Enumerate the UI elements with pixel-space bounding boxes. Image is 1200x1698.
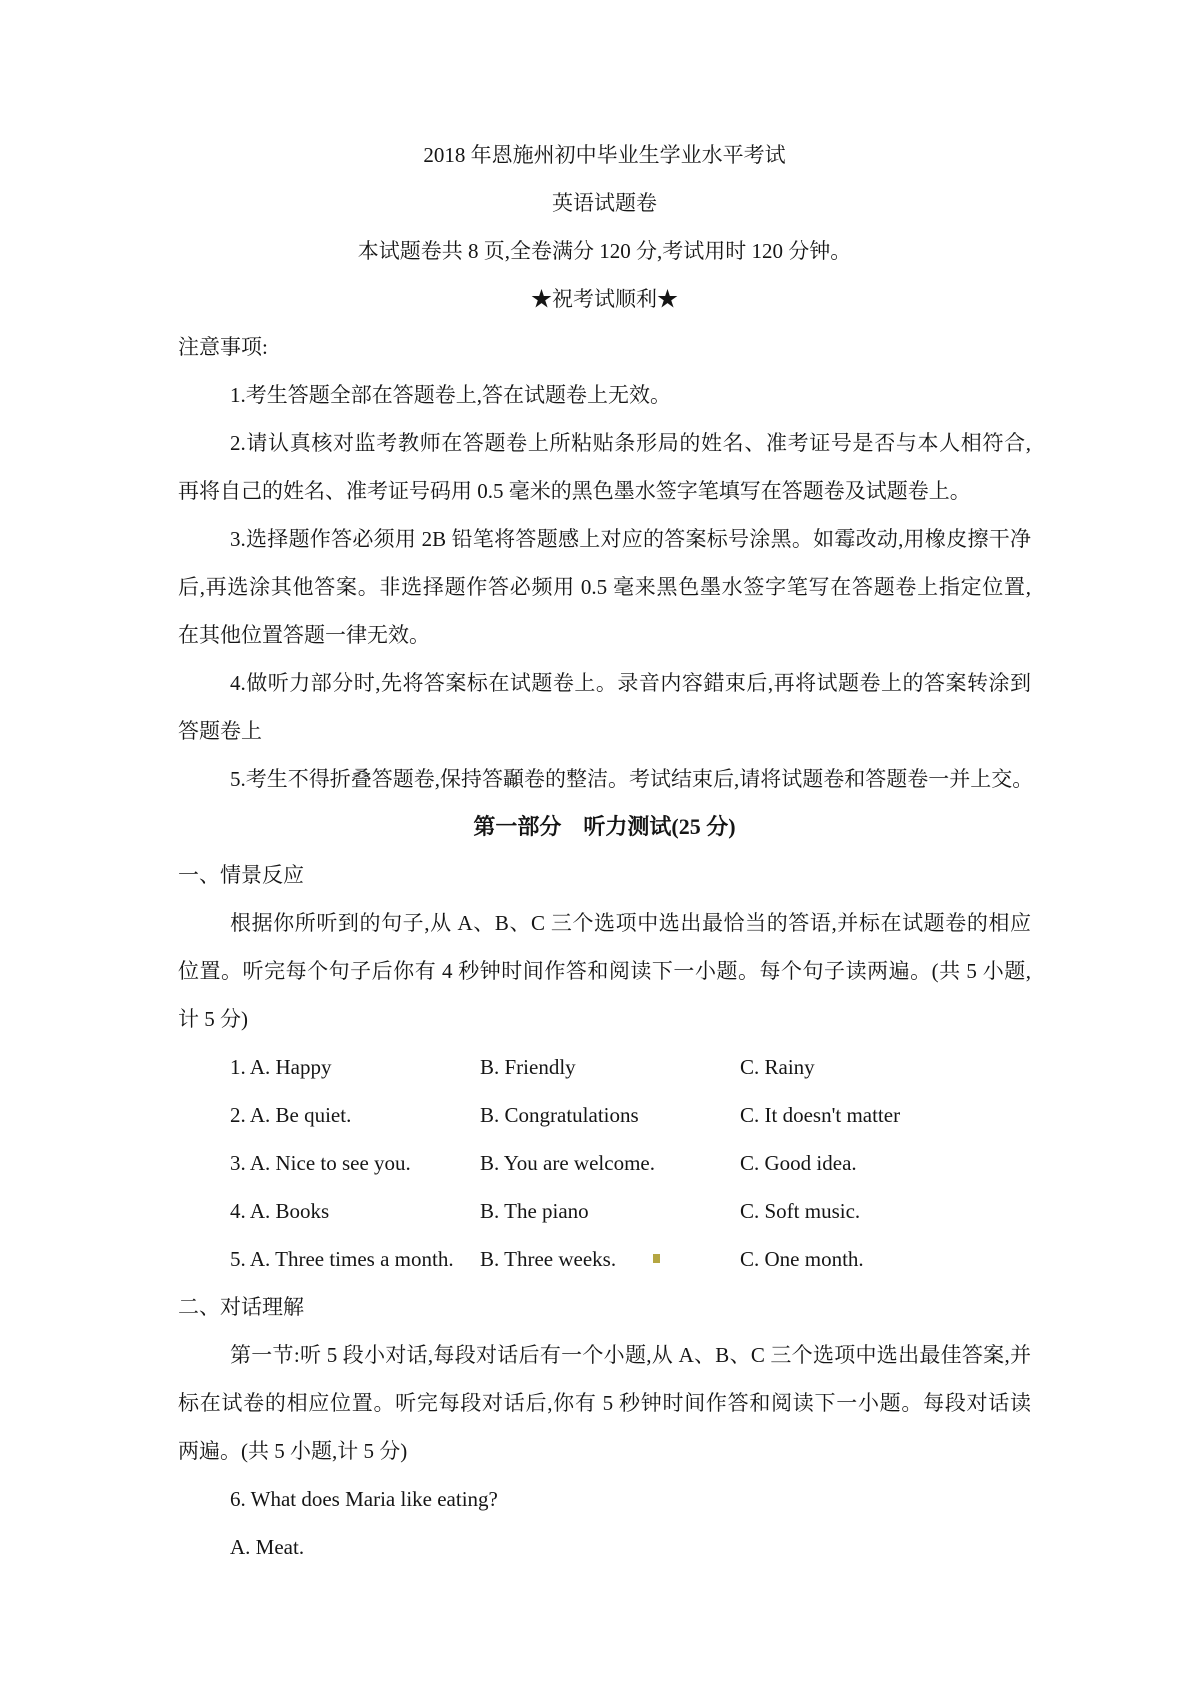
question-6-option-a: A. Meat. [230, 1535, 305, 1559]
section2-instruction-line-3: 两遍。(共 5 小题,计 5 分) [178, 1439, 408, 1463]
question-1-option-c: C. Rainy [740, 1055, 815, 1079]
question-5-option-b: B. Three weeks. [480, 1247, 617, 1271]
question-2-option-b: B. Congratulations [480, 1103, 639, 1127]
listening-question-row-4 [178, 1187, 1031, 1235]
listening-question-row-5 [178, 1235, 1031, 1283]
question-3-option-c: C. Good idea. [740, 1151, 857, 1175]
question-3-option-a: 3. A. Nice to see you. [230, 1151, 411, 1175]
notice-line-5: 后,再选涂其他答案。非选择题作答必频用 0.5 毫来黑色墨水签字笔写在答题卷上指定位置, [178, 575, 1031, 599]
notice-heading: 注意事项: [178, 335, 268, 359]
question-3-option-b: B. You are welcome. [480, 1151, 655, 1175]
listening-question-row-2 [178, 1091, 1031, 1139]
doc-blessing: ★祝考试顺利★ [531, 287, 678, 311]
notice-line-9: 5.考生不得折叠答题卷,保持答顳卷的整洁。考试结束后,请将试题卷和答题卷一并上交。 [230, 767, 1034, 791]
question-4-option-b: B. The piano [480, 1199, 589, 1223]
doc-subtitle: 英语试题卷 [552, 191, 657, 215]
question-2-option-c: C. It doesn't matter [740, 1103, 901, 1127]
notice-line-1: 1.考生答题全部在答题卷上,答在试题卷上无效。 [230, 383, 671, 407]
section1-instruction-line-1: 根据你所听到的句子,从 A、B、C 三个选项中选出最恰当的答语,并标在试题卷的相应 [230, 911, 1031, 935]
question-5-option-a: 5. A. Three times a month. [230, 1247, 454, 1271]
part1-heading: 第一部分 听力测试(25 分) [473, 814, 736, 839]
notice-line-4: 3.选择题作答必须用 2B 铅笔将答题感上对应的答案标号涂黑。如霉改动,用橡皮擦干净 [230, 527, 1031, 551]
question-1-option-b: B. Friendly [480, 1055, 576, 1079]
notice-line-6: 在其他位置答题一律无效。 [178, 623, 430, 647]
question-2-option-a: 2. A. Be quiet. [230, 1103, 352, 1127]
doc-meta: 本试题卷共 8 页,全卷满分 120 分,考试用时 120 分钟。 [357, 239, 852, 263]
section1-instruction-line-2: 位置。听完每个句子后你有 4 秒钟时间作答和阅读下一小题。每个句子读两遍。(共 5 小题, [178, 959, 1031, 983]
notice-line-8: 答题卷上 [178, 719, 262, 743]
section2-instruction-line-2: 标在试卷的相应位置。听完每段对话后,你有 5 秒钟时间作答和阅读下一小题。每段对话读 [178, 1391, 1031, 1415]
question-1-option-a: 1. A. Happy [230, 1055, 332, 1079]
section1-instruction-line-3: 计 5 分) [178, 1007, 248, 1031]
notice-line-7: 4.做听力部分时,先将答案标在试题卷上。录音内容錯束后,再将试题卷上的答案转涂到 [230, 671, 1031, 695]
section2-heading: 二、对话理解 [178, 1295, 304, 1319]
exam-paper-page [178, 0, 1034, 1571]
notice-line-2: 2.请认真核对监考教师在答题卷上所粘贴条形局的姓名、准考证号是否与本人相符合, [230, 431, 1031, 455]
question-5-option-c: C. One month. [740, 1247, 864, 1271]
question-6-text: 6. What does Maria like eating? [230, 1487, 498, 1511]
section1-heading: 一、情景反应 [178, 863, 304, 887]
listening-question-row-1 [178, 1043, 1031, 1091]
doc-title: 2018 年恩施州初中毕业生学业水平考试 [423, 143, 786, 167]
notice-line-3: 再将自己的姓名、准考证号码用 0.5 毫米的黑色墨水签字笔填写在答题卷及试题卷上。 [178, 479, 971, 503]
question-4-option-a: 4. A. Books [230, 1199, 330, 1223]
listening-question-row-3 [178, 1139, 1031, 1187]
question-4-option-c: C. Soft music. [740, 1199, 861, 1223]
stray-mark-dot [653, 1254, 660, 1263]
section2-instruction-line-1: 第一节:听 5 段小对话,每段对话后有一个小题,从 A、B、C 三个选项中选出最佳答案,并 [230, 1343, 1031, 1367]
